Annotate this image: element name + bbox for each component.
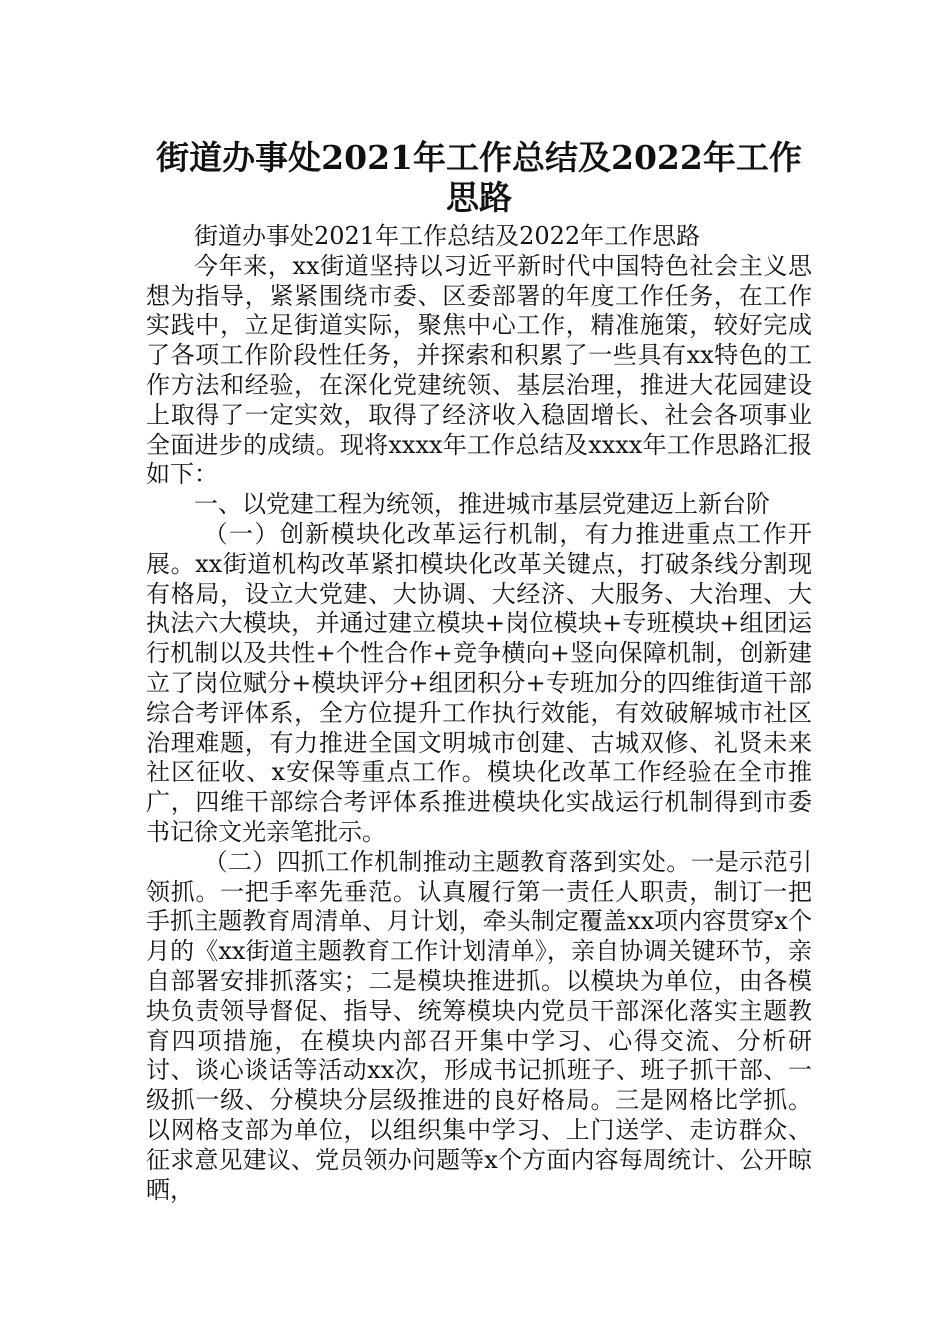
intro-paragraph: 今年来，xx街道坚持以习近平新时代中国特色社会主义思想为指导，紧紧围绕市委、区委部署的年度工作任务，在工作实践中，立足街道实际，聚焦中心工作，精准施策，较好完成了各项工作阶段性任务，并探索和积累了一些具有xx特色的工作方法和经验，在深化党建统领、基层治理，推进大花园建设上取得了一定实效，取得了经济收入稳固增长、社会各项事业全面进步的成绩。现将xxxx年工作总结及xxxx年工作思路汇报如下： — [146, 251, 812, 489]
subsection-paragraph-1: （一）创新模块化改革运行机制，有力推进重点工作开展。xx街道机构改革紧扣模块化改革关键点，打破条线分割现有格局，设立大党建、大协调、大经济、大服务、大治理、大执法六大模块，并通过建立模块+岗位模块+专班模块+组团运行机制以及共性+个性合作+竞争横向+竖向保障机制，创新建立了岗位赋分+模块评分+组团积分+专班加分的四维街道干部综合考评体系，全方位提升工作执行效能，有效破解城市社区治理难题，有力推进全国文明城市创建、古城双修、礼贤未来社区征收、x安保等重点工作。模块化改革工作经验在全市推广，四维干部综合考评体系推进模块化实战运行机制得到市委书记徐文光亲笔批示。 — [146, 519, 812, 846]
subtitle-paragraph: 街道办事处2021年工作总结及2022年工作思路 — [194, 222, 701, 250]
document-page — [146, 138, 812, 1205]
subsection-paragraph-2: （二）四抓工作机制推动主题教育落到实处。一是示范引领抓。一把手率先垂范。认真履行第一责任人职责，制订一把手抓主题教育周清单、月计划，牵头制定覆盖xx项内容贯穿x个月的《xx街道主题教育工作计划清单》，亲自协调关键环节，亲自部署安排抓落实；二是模块推进抓。以模块为单位，由各模块负责领导督促、指导、统筹模块内党员干部深化落实主题教育四项措施，在模块内部召开集中学习、心得交流、分析研讨、谈心谈话等活动xx次，形成书记抓班子、班子抓干部、一级抓一级、分模块分层级推进的良好格局。三是网格比学抓。以网格支部为单位，以组织集中学习、上门送学、走访群众、征求意见建议、党员领办问题等x个方面内容每周统计、公开晾晒， — [146, 847, 812, 1204]
document-title: 街道办事处2021年工作总结及2022年工作思路 — [156, 138, 802, 217]
document-body — [146, 222, 812, 1205]
section-heading-1: 一、以党建工程为统领，推进城市基层党建迈上新台阶 — [194, 490, 770, 519]
